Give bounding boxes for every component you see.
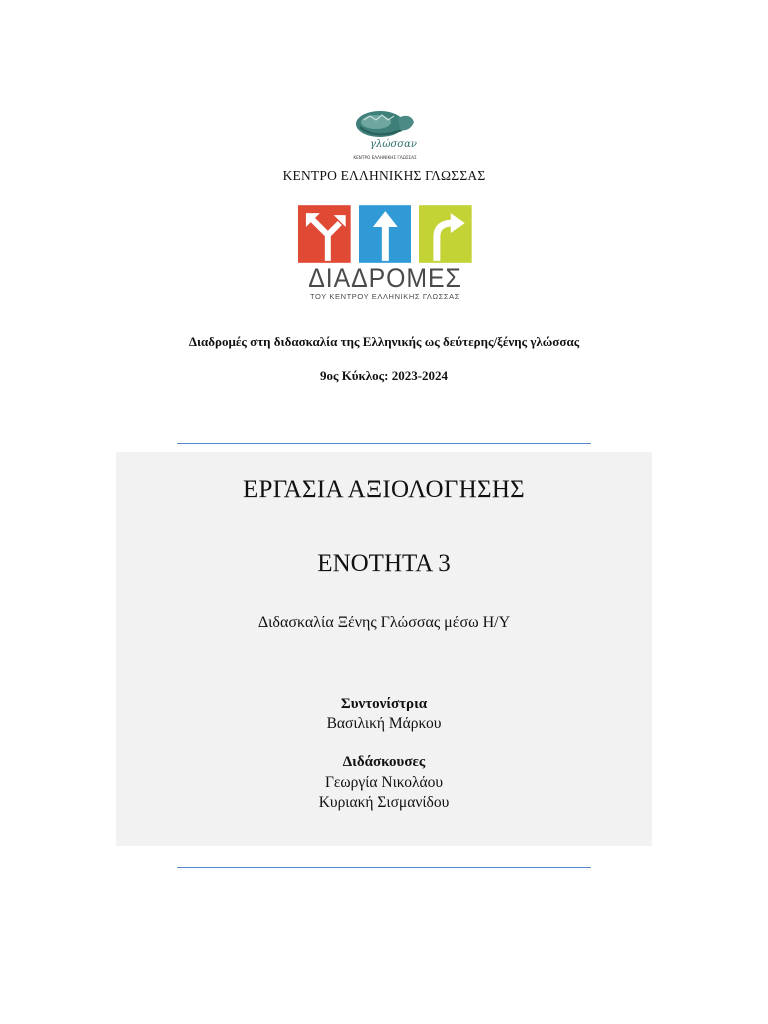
teachers-label: Διδάσκουσες [342, 754, 426, 770]
unit-title: ΕΝΟΤΗΤΑ 3 [317, 550, 451, 577]
diadromes-logo [298, 205, 472, 300]
brand-subtitle: ΤΟΥ ΚΕΝΤΡΟΥ ΕΛΛΗΝΙΚΗΣ ΓΛΩΣΣΑΣ [310, 292, 460, 301]
program-title: Διαδρομές στη διδασκαλία της Ελληνικής ως δεύτερης/ξένης γλώσσας [188, 334, 580, 349]
coordinator-label: Συντονίστρια [340, 696, 428, 712]
glossa-logo [340, 100, 430, 162]
top-divider [177, 443, 591, 444]
course-title: Διδασκαλία Ξένης Γλώσσας μέσω Η/Υ [257, 614, 511, 631]
bottom-divider [177, 867, 591, 868]
cycle-label: 9ος Κύκλος: 2023-2024 [319, 368, 449, 383]
turn-right-arrow-icon [419, 205, 472, 263]
brand-name: ΔΙΑΔΡΟΜΕΣ [308, 263, 462, 293]
glossa-script: γλώσσαν [370, 139, 417, 150]
glossa-logo-caption: ΚΕΝΤΡΟ ΕΛΛΗΝΙΚΗΣ ΓΛΩΣΣΑΣ [353, 155, 417, 160]
teacher-name: Κυριακή Σισμανίδου [318, 794, 450, 811]
teacher-name: Γεωργία Νικολάου [324, 774, 444, 791]
organization-name: ΚΕΝΤΡΟ ΕΛΛΗΝΙΚΗΣ ΓΛΩΣΣΑΣ [282, 168, 486, 183]
arrow-tiles [298, 205, 472, 263]
split-arrow-icon [298, 205, 351, 263]
assignment-title: ΕΡΓΑΣΙΑ ΑΞΙΟΛΟΓΗΣΗΣ [242, 476, 526, 503]
glossa-shell-logo-icon [340, 100, 430, 162]
coordinator-name: Βασιλική Μάρκου [326, 715, 442, 732]
up-arrow-icon [359, 205, 412, 263]
